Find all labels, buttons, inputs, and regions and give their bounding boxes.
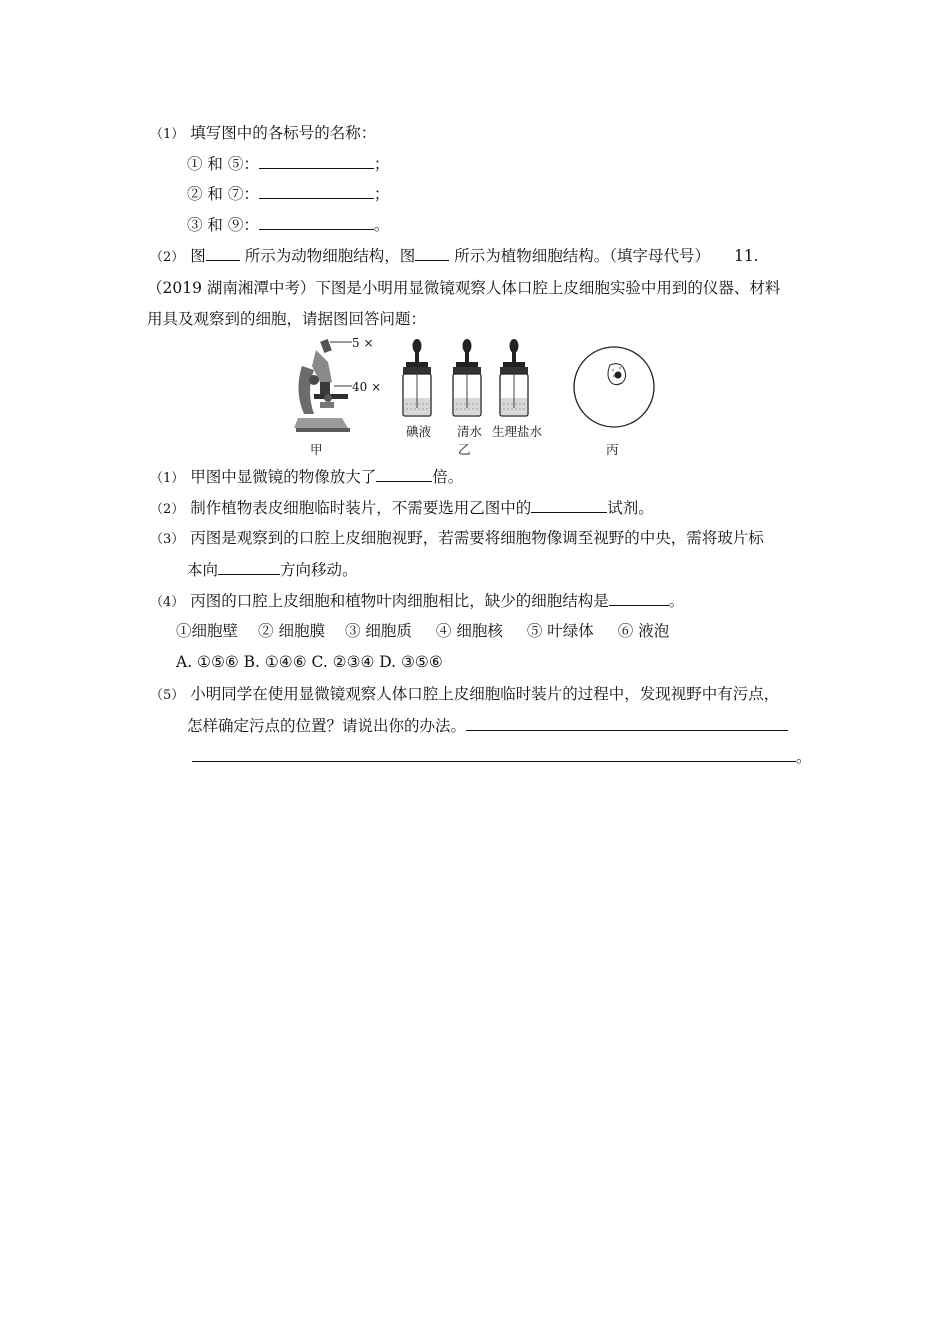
figure-yi-label: 乙 — [458, 442, 471, 457]
q11-sub4-choices: A. ①⑤⑥ B. ①④⑥ C. ②③④ D. ③⑤⑥ — [176, 653, 443, 671]
q11-sub1: （1） 甲图中显微镜的物像放大了 倍。 — [150, 468, 464, 486]
q11-intro-line1: （2019 湖南湘潭中考）下图是小明用显微镜观察人体口腔上皮细胞实验中用到的仪器、材料 — [147, 279, 781, 297]
answer-blank[interactable] — [415, 245, 449, 261]
q11-sub5: （5） 小明同学在使用显微镜观察人体口腔上皮细胞临时装片的过程中，发现视野中有污点， — [150, 685, 780, 703]
microscope-view-figure — [572, 345, 656, 429]
answer-blank[interactable] — [206, 245, 240, 261]
answer-blank[interactable] — [609, 590, 669, 606]
answer-blank[interactable] — [259, 214, 374, 230]
bottle-label-saline: 生理盐水 — [492, 424, 543, 439]
q11-intro-line2: 用具及观察到的细胞，请据图回答问题： — [147, 310, 427, 328]
q10-item-1: ① 和 ⑤： ； — [187, 155, 390, 173]
bottles-figure — [400, 338, 550, 422]
figure-bing-label: 丙 — [606, 442, 619, 457]
q11-sub3-cont: 本向 方向移动。 — [187, 561, 358, 579]
q10-item-3: ③ 和 ⑨： 。 — [187, 216, 390, 234]
bottle-label-iodine: 碘液 — [406, 424, 432, 439]
objective-label: 40 × — [352, 380, 382, 394]
q11-sub4-options: ①细胞壁 ② 细胞膜 ③ 细胞质 ④ 细胞核 ⑤ 叶绿体 ⑥ 液泡 — [176, 622, 670, 640]
answer-blank[interactable] — [376, 466, 432, 482]
answer-blank[interactable] — [218, 559, 280, 575]
bottle-label-water: 清水 — [457, 424, 483, 439]
q10-part1: （1） 填写图中的各标号的名称： — [150, 124, 377, 142]
q11-sub5-cont: 怎样确定污点的位置？请说出你的办法。 — [187, 715, 788, 736]
answer-blank[interactable] — [531, 497, 607, 513]
q10-item-2: ② 和 ⑦： ； — [187, 185, 390, 203]
answer-blank[interactable] — [259, 183, 374, 199]
figure-jia-label: 甲 — [310, 442, 323, 457]
q10-part2: （2） 图 所示为动物细胞结构，图 所示为植物细胞结构。（填字母代号） 11. — [150, 247, 759, 265]
answer-blank[interactable] — [192, 746, 796, 762]
q11-sub2: （2） 制作植物表皮细胞临时装片，不需要选用乙图中的 试剂。 — [150, 499, 654, 517]
q11-sub4: （4） 丙图的口腔上皮细胞和植物叶肉细胞相比，缺少的细胞结构是 。 — [150, 592, 685, 610]
q11-sub3: （3） 丙图是观察到的口腔上皮细胞视野，若需要将细胞物像调至视野的中央，需将玻片标 — [150, 529, 764, 547]
q11-sub5-answer-line: 。 — [192, 746, 812, 767]
answer-blank[interactable] — [259, 153, 374, 169]
answer-blank[interactable] — [466, 715, 788, 731]
eyepiece-label: 5 × — [352, 336, 374, 350]
